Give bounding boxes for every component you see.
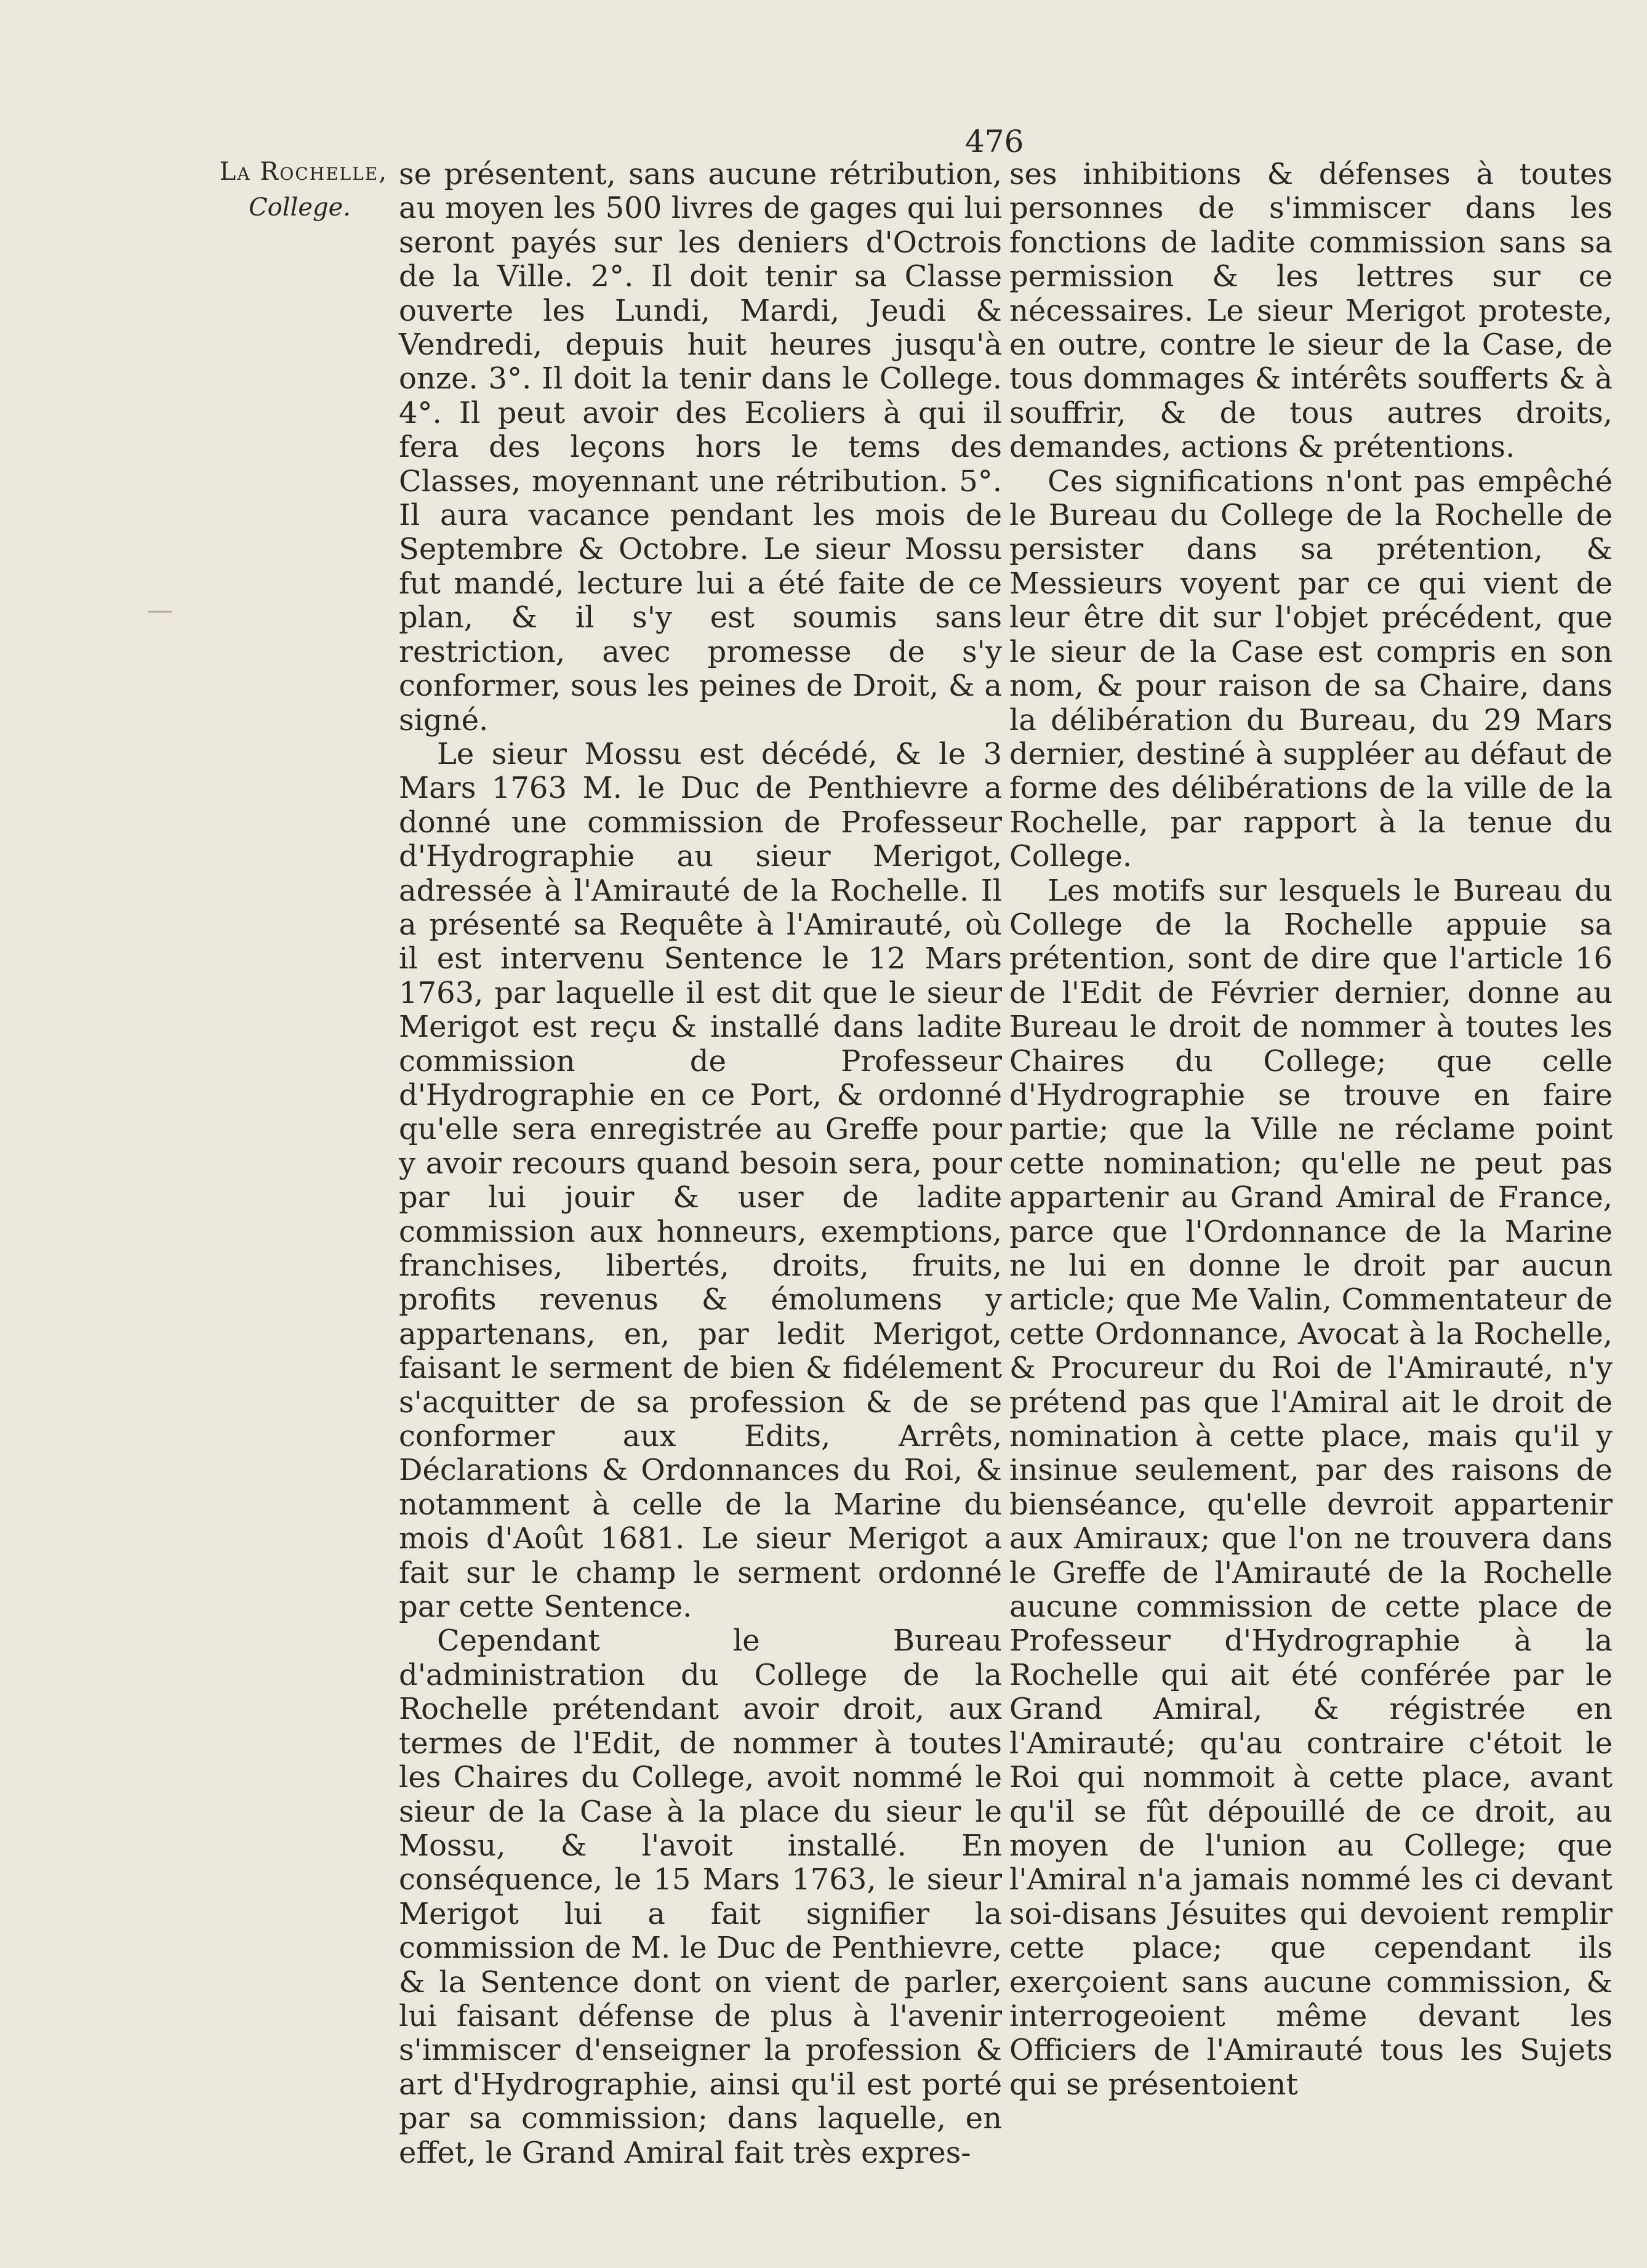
paragraph: Ces significations n'ont pas empêché le Bureau du College de la Rochelle de persister dans sa prétention, & Messieurs voyent par ce qui vient de leur être dit sur l'objet précédent, que le sieur de la Case est compris en son nom, & pour raison de sa Chaire, dans la délibération du Bureau, du 29 Mars dernier, destiné à suppléer au défaut de forme des délibérations de la ville de la Rochelle, par rapport à la tenue du College.: [1009, 464, 1613, 874]
margin-note: [185, 154, 388, 225]
page-number: 476: [965, 124, 1024, 159]
paragraph: Les motifs sur lesquels le Bureau du College de la Rochelle appuie sa prétention, sont de dire que l'article 16 de l'Edit de Février dernier, donne au Bureau le droit de nommer à toutes les Chaires du College; que celle d'Hydrographie se trouve en faire partie; que la Ville ne réclame point cette nomination; qu'elle ne peut pas appartenir au Grand Amiral de France, parce que l'Ordonnance de la Marine ne lui en donne le droit par aucun article; que Me Valin, Commentateur de cette Ordonnance, Avocat à la Rochelle, & Procureur du Roi de l'Amirauté, n'y prétend pas que l'Amiral ait le droit de nomination à cette place, mais qu'il y insinue seulement, par des raisons de bienséance, qu'elle devroit appartenir aux Amiraux; que l'on ne trouvera dans le Greffe de l'Amirauté de la Rochelle aucune commission de cette place de Professeur d'Hydrographie à la Rochelle qui ait été conférée par le Grand Amiral, & régistrée en l'Amirauté; qu'au contraire c'étoit le Roi qui nommoit à cette place, avant qu'il se fût dépouillé de ce droit, au moyen de l'union au College; que l'Amiral n'a jamais nommé les ci devant soi-disans Jésuites qui devoient remplir cette place; que cependant ils exerçoient sans aucune commission, & interrogeoient même devant les Officiers de l'Amirauté tous les Sujets qui se présentoient: [1009, 873, 1613, 2102]
paragraph: Le sieur Mossu est décédé, & le 3 Mars 1763 M. le Duc de Penthievre a donné une commission de Professeur d'Hydrographie au sieur Merigot, adressée à l'Amirauté de la Rochelle. Il a présenté sa Requête à l'Amirauté, où il est intervenu Sentence le 12 Mars 1763, par laquelle il est dit que le sieur Merigot est reçu & installé dans ladite commission de Professeur d'Hydrographie en ce Port, & ordonné qu'elle sera enregistrée au Greffe pour y avoir recours quand besoin sera, pour par lui jouir & user de ladite commission aux honneurs, exemptions, franchises, libertés, droits, fruits, profits revenus & émolumens y appartenans, en, par ledit Merigot, faisant le serment de bien & fidélement s'acquitter de sa profession & de se conformer aux Edits, Arrêts, Déclarations & Ordonnances du Roi, & notamment à celle de la Marine du mois d'Août 1681. Le sieur Merigot a fait sur le champ le serment ordonné par cette Sentence.: [399, 736, 1002, 1625]
margin-note-subject: College.: [249, 193, 351, 222]
margin-note-place: La Rochelle,: [219, 158, 388, 186]
paragraph: Cependant le Bureau d'administration du College de la Rochelle prétendant avoir droit, aux termes de l'Edit, de nommer à toutes les Chaires du College, avoit nommé le sieur de la Case à la place du sieur le Mossu, & l'avoit installé. En conséquence, le 15 Mars 1763, le sieur Merigot lui a fait signifier la commission de M. le Duc de Penthievre, & la Sentence dont on vient de parler, lui faisant défense de plus à l'avenir s'immiscer d'enseigner la profession & art d'Hydrographie, ainsi qu'il est porté par sa commission; dans laquelle, en effet, le Grand Amiral fait très expres-: [399, 1623, 1002, 2170]
right-column: [1009, 158, 1613, 2102]
margin-dash: [148, 611, 172, 613]
left-column: [399, 158, 1002, 2170]
paragraph: ses inhibitions & défenses à toutes personnes de s'immiscer dans les fonctions de ladite commission sans sa permission & les lettres sur ce nécessaires. Le sieur Merigot proteste, en outre, contre le sieur de la Case, de tous dommages & intérêts soufferts & à souffrir, & de tous autres droits, demandes, actions & prétentions.: [1009, 157, 1613, 465]
paragraph: se présentent, sans aucune rétribution, au moyen les 500 livres de gages qui lui seront payés sur les deniers d'Octrois de la Ville. 2°. Il doit tenir sa Classe ouverte les Lundi, Mardi, Jeudi & Vendredi, depuis huit heures jusqu'à onze. 3°. Il doit la tenir dans le College. 4°. Il peut avoir des Ecoliers à qui il fera des leçons hors le tems des Classes, moyennant une rétribution. 5°. Il aura vacance pendant les mois de Septembre & Octobre. Le sieur Mossu fut mandé, lecture lui a été faite de ce plan, & il s'y est soumis sans restriction, avec promesse de s'y conformer, sous les peines de Droit, & a signé.: [399, 157, 1002, 738]
